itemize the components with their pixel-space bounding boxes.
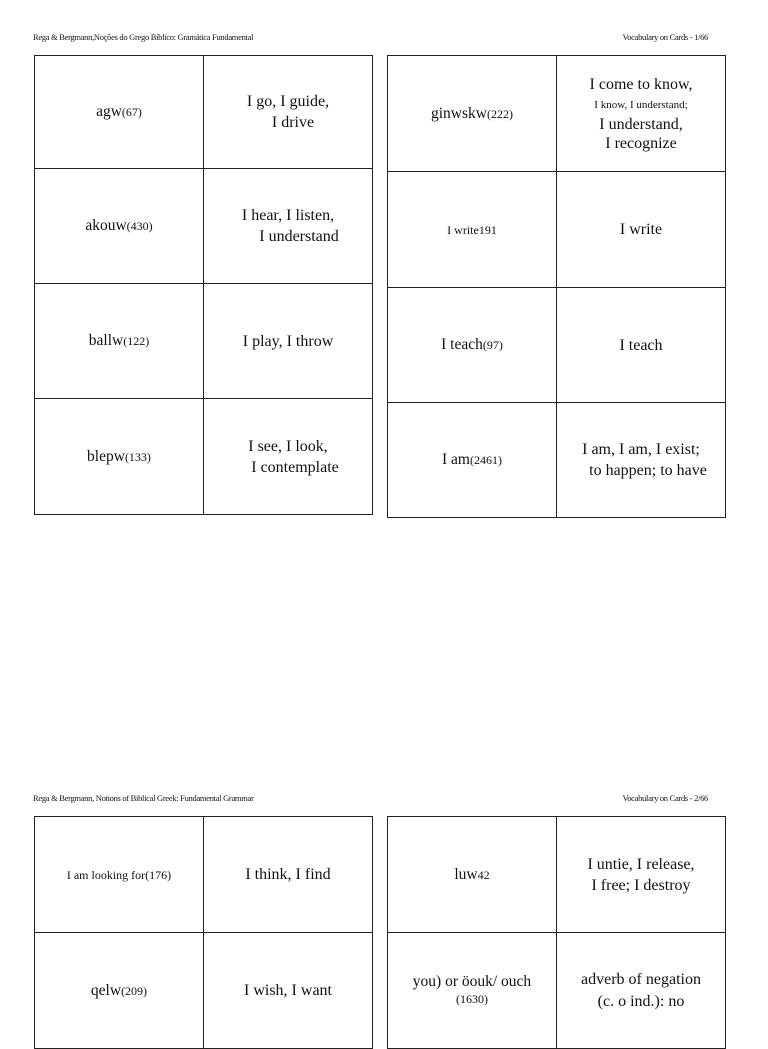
- card-row: [35, 399, 373, 515]
- definition: (c. o ind.): no: [597, 992, 685, 1010]
- card-back: [557, 172, 726, 288]
- definition-note: I know, I understand;: [594, 98, 688, 111]
- definition: I think, I find: [245, 866, 331, 883]
- greek-word: akouw: [85, 217, 127, 234]
- card-back: [204, 284, 373, 399]
- card-row: [35, 933, 373, 1049]
- frequency: (133): [124, 449, 151, 464]
- frequency: (122): [123, 334, 150, 348]
- page2-right-card-table: [387, 816, 726, 1049]
- definition: I teach: [619, 336, 663, 354]
- card-back: [204, 933, 373, 1049]
- card-front: [388, 933, 557, 1049]
- card-row: [388, 288, 726, 403]
- frequency: (67): [121, 105, 142, 119]
- card-back: [204, 817, 373, 933]
- page1-right-card-table: [387, 55, 726, 518]
- page2-header-left: Rega & Bergmann, Notions of Biblical Greek: Fundamental Grammar: [33, 793, 254, 803]
- card-back: [557, 817, 726, 933]
- definition: I play, I throw: [242, 332, 334, 350]
- greek-word: agw: [96, 103, 122, 120]
- definition: I am, I am, I exist;: [582, 441, 700, 458]
- card-front: [388, 56, 557, 172]
- greek-word: ballw: [88, 332, 124, 349]
- card-back: [557, 288, 726, 403]
- card-back: [204, 399, 373, 515]
- card-front: [35, 817, 204, 933]
- greek-word: you) or öouk/ ouch: [412, 973, 532, 990]
- page1-left-card-table: [34, 55, 373, 515]
- greek-word: qelw: [90, 981, 122, 999]
- card-back: [557, 403, 726, 518]
- card-row: [35, 56, 373, 169]
- card-row: [388, 172, 726, 288]
- card-front: [35, 169, 204, 284]
- frequency: (2461): [469, 453, 502, 467]
- frequency: (97): [482, 338, 503, 352]
- greek-word: I am looking for: [66, 867, 146, 882]
- card-front: [35, 284, 204, 399]
- card-back: [557, 933, 726, 1049]
- greek-word: I am: [442, 451, 470, 468]
- definition: I write: [619, 221, 663, 238]
- definition: I understand,: [599, 115, 683, 133]
- greek-word: I teach: [441, 336, 483, 353]
- definition: I see, I look,: [248, 437, 328, 455]
- definition: I recognize: [605, 134, 677, 152]
- card-row: [388, 56, 726, 172]
- card-row: [388, 817, 726, 933]
- greek-word: blepw: [87, 447, 125, 465]
- definition: adverb of negation: [581, 970, 701, 988]
- definition: I understand: [259, 228, 339, 245]
- card-front: [388, 172, 557, 288]
- greek-word: luw: [454, 865, 478, 883]
- greek-word: ginwskw: [431, 104, 487, 122]
- greek-word: I write: [447, 222, 479, 237]
- card-row: [35, 284, 373, 399]
- frequency: (1630): [456, 992, 488, 1006]
- definition: I go, I guide,: [246, 93, 330, 110]
- card-row: [388, 933, 726, 1049]
- definition: I come to know,: [589, 75, 693, 93]
- card-row: [35, 169, 373, 284]
- frequency: 191: [478, 222, 497, 237]
- card-back: [204, 56, 373, 169]
- page1-header-right: Vocabulary on Cards - 1/66: [622, 32, 708, 42]
- card-back: [557, 56, 726, 172]
- page1-header-left: Rega & Bergmann,Noções do Grego Bíblico: Gramática Fundamental: [33, 32, 254, 42]
- definition: I drive: [271, 114, 315, 131]
- page2-header-right: Vocabulary on Cards - 2/66: [622, 793, 708, 803]
- definition: I untie, I release,: [587, 855, 695, 873]
- frequency: (209): [121, 983, 148, 998]
- card-front: [35, 933, 204, 1049]
- card-front: [388, 817, 557, 933]
- frequency: (176): [145, 867, 172, 882]
- definition: I wish, I want: [244, 982, 332, 999]
- frequency: 42: [477, 867, 490, 882]
- frequency: (222): [486, 106, 513, 121]
- card-front: [35, 399, 204, 515]
- card-front: [388, 288, 557, 403]
- page2-left-card-table: [34, 816, 373, 1049]
- card-front: [35, 56, 204, 169]
- card-row: [388, 403, 726, 518]
- card-back: [204, 169, 373, 284]
- definition: to happen; to have: [589, 462, 707, 479]
- definition: I free; I destroy: [591, 876, 691, 894]
- card-front: [388, 403, 557, 518]
- card-row: [35, 817, 373, 933]
- frequency: (430): [126, 219, 153, 233]
- definition: I hear, I listen,: [241, 207, 335, 224]
- definition: I contemplate: [251, 458, 339, 476]
